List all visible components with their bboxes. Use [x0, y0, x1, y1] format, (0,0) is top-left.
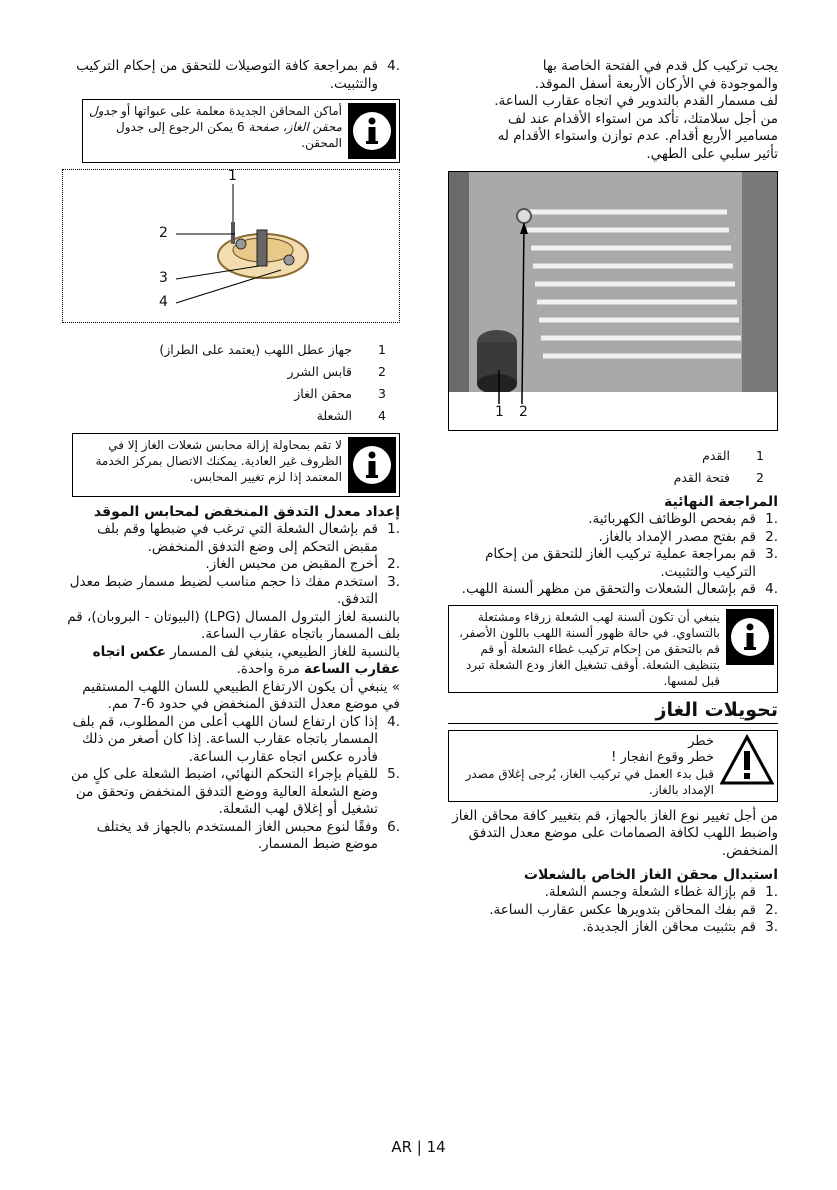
ng-paragraph: بالنسبة للغاز الطبيعي، ينبغي لف المسمار عكس اتجاه عقارب الساعة مرة واحدة.	[92, 643, 400, 677]
figure-label: 2	[519, 404, 528, 420]
figure-label: 3	[159, 270, 168, 286]
info-text: 6 يمكن الرجوع إلى جدول المحقن.	[116, 120, 342, 150]
danger-note	[448, 730, 778, 802]
list-item: .1 قم بإشعال الشعلة التي ترغب في ضبطها وقم بلف مقبض التحكم إلى وضع التدفق المنخفض.	[96, 521, 400, 555]
foot-figure	[448, 171, 778, 431]
list-item: .3 قم بتثبيت محاقن الغاز الجديدة.	[582, 919, 778, 935]
right-column	[448, 58, 778, 937]
legend-item: 1 القدم	[702, 448, 764, 463]
figure-label: 4	[159, 294, 168, 310]
intro-line: يجب تركيب كل قدم في الفتحة الخاصة بها	[542, 58, 778, 74]
section-title: استبدال محقن الغاز الخاص بالشعلات	[523, 867, 778, 883]
danger-title: خطر	[688, 733, 714, 749]
danger-subtitle: خطر وقوع انفجار !	[611, 749, 714, 765]
foot-photo	[448, 172, 777, 430]
info-note	[82, 99, 400, 163]
legend-item: 2 قابس الشرر	[287, 364, 386, 379]
burner-figure	[62, 169, 400, 323]
danger-text: قبل بدء العمل في تركيب الغاز، يُرجى إغلاق مصدر الإمداد بالغاز.	[465, 766, 714, 797]
figure-label: 1	[495, 404, 504, 420]
list-item: .2 أخرج المقبض من محبس الغاز.	[205, 556, 400, 572]
section-heading: تحويلات الغاز	[448, 699, 778, 724]
info-icon	[726, 609, 774, 665]
intro-line: والموجودة في الأركان الأربعة أسفل الموقد.	[534, 75, 778, 92]
info-note: ينبغي أن تكون ألسنة لهب الشعلة زرقاء ومشتعلة بالتساوي. في حالة ظهور ألسنة اللهب باللون الأصفر، قم بالتحقق من إحكام تركيب غطاء الشعلة أو قم بتنظيف الشعلة. أوقف تشغيل الغاز ودع الشعلة تبرد قبل لمسها.	[448, 605, 778, 693]
list-item: .4 إذا كان ارتفاع لسان اللهب أعلى من المطلوب، قم بلف المسمار باتجاه عقارب الساعة. إذا كان أصغر من ذلك فأدره عكس اتجاه عقارب الساعة.	[72, 713, 400, 765]
info-text-italic: جدول محقن الغاز، صفحة	[88, 104, 342, 134]
info-icon	[348, 103, 396, 159]
list-item: .1 قم بإزالة غطاء الشعلة وجسم الشعلة.	[544, 884, 778, 900]
warning-note: لا تقم بمحاولة إزالة محابس شعلات الغاز إلا في الظروف غير العادية. يمكنك الاتصال بمركز الخدمة المعتمد إذا لزم تغيير المحابس.	[72, 433, 400, 497]
legend-item: 3 محقن الغاز	[294, 386, 386, 401]
left-column	[62, 58, 400, 854]
page-number: AR | 14	[391, 1138, 446, 1156]
legend-item: 1 جهاز عطل اللهب (يعتمد على الطراز)	[159, 342, 386, 357]
list-item: .4 قم بمراجعة كافة التوصيلات للتحقق من إحكام التركيب والتثبيت.	[76, 58, 400, 92]
list-item: .6 وفقًا لنوع محبس الغاز المستخدم بالجهاز قد يختلف موضع ضبط المسمار.	[96, 818, 400, 852]
list-item: .4 قم بإشعال الشعلات والتحقق من مظهر ألسنة اللهب.	[461, 581, 778, 597]
list-item: .1 قم بفحص الوظائف الكهربائية.	[588, 511, 778, 527]
intro-line: مسامير الأربع أقدام. عدم توازن واستواء الأقدام له	[497, 128, 778, 144]
list-item: .3 استخدم مفك ذا حجم مناسب لضبط مسمار ضبط معدل التدفق.	[69, 573, 400, 607]
gas-paragraph: من أجل تغيير نوع الغاز بالجهاز، قم بتغيير كافة محاقن الغاز واضبط اللهب لكافة الصمامات على موضع معدل التدفق المنخفض.	[452, 807, 778, 859]
list-item: .2 قم بفك المحاقن بتدويرها عكس عقارب الساعة.	[489, 901, 778, 918]
info-text: أماكن المحاقن الجديدة معلمة على عبواتها أو	[117, 104, 342, 118]
flame-height-note: » ينبغي أن يكون الارتفاع الطبيعي للسان اللهب المستقيم في موضع معدل التدفق المنخفض في حدود 6-7 مم.	[82, 678, 400, 712]
intro-line: لف مسمار القدم بالتدوير في اتجاه عقارب الساعة.	[494, 93, 778, 109]
warning-icon	[720, 734, 774, 798]
legend-item: 4 الشعلة	[316, 408, 386, 423]
figure-label: 2	[159, 225, 168, 241]
burner-diagram	[63, 170, 399, 322]
lpg-paragraph: بالنسبة لغاز البترول المسال (LPG) (البيوتان - البروبان)، قم بلف المسمار باتجاه عقارب الساعة.	[67, 608, 400, 642]
section-title: إعداد معدل التدفق المنخفض لمحابس الموقد	[93, 504, 400, 520]
list-item: .3 قم بمراجعة عملية تركيب الغاز للتحقق من إحكام التركيب والتثبيت.	[485, 546, 778, 580]
figure-label: 1	[228, 168, 237, 184]
info-icon	[348, 437, 396, 493]
list-item: .2 قم بفتح مصدر الإمداد بالغاز.	[598, 528, 778, 545]
intro-line: من أجل سلامتك، تأكد من استواء الأقدام عند لف	[507, 110, 778, 127]
intro-line: تأثير سلبي على الطهي.	[646, 145, 778, 162]
list-item: .5 للقيام بإجراء التحكم النهائي، اضبط الشعلة على كلٍ من وضع الشعلة العالية ووضع التدفق المنخفض وتحقق من تشغيل أو إغلاق لهب الشعلة.	[71, 766, 400, 817]
section-title: المراجعة النهائية	[663, 494, 778, 510]
legend-item: 2 فتحة القدم	[673, 470, 764, 485]
